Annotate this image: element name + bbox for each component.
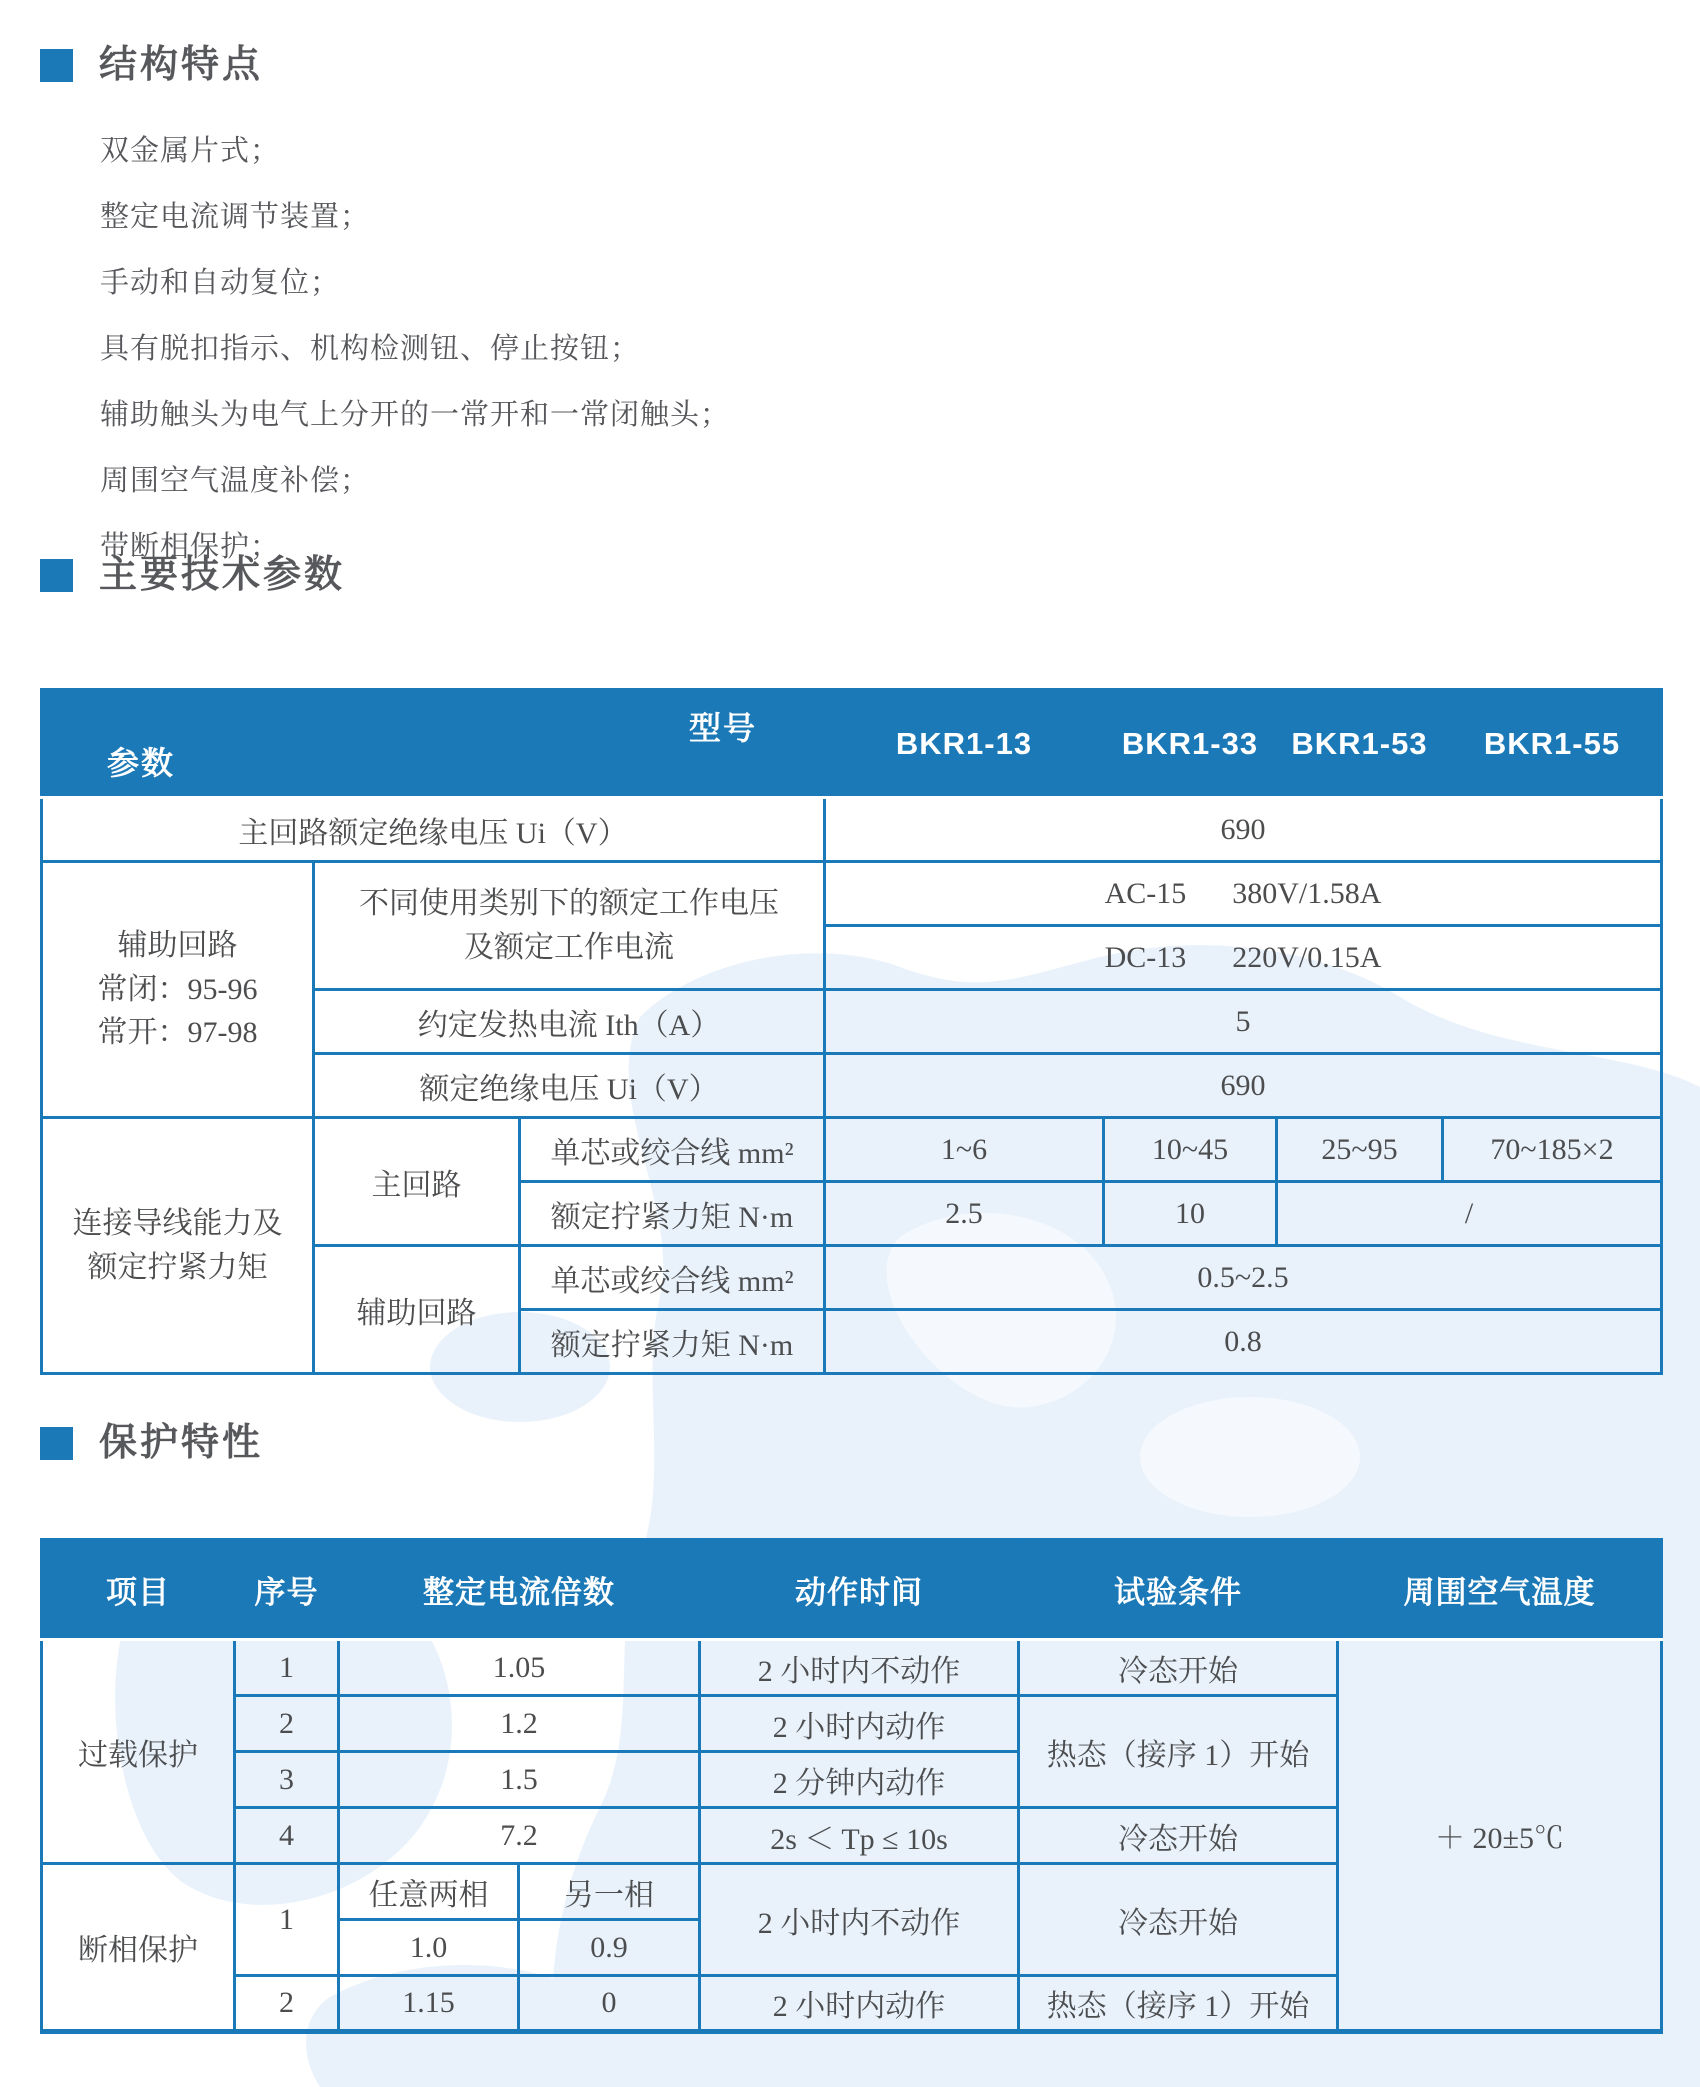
table-header-row [42, 1540, 1662, 1640]
model-column-header: BKR1-13 [825, 690, 1104, 798]
diag-label-param: 参数 [107, 745, 176, 781]
main-circuit-label-cell: 主回路 [314, 1118, 520, 1246]
feature-item: 带断相保护； [100, 531, 281, 563]
ac-value: 380V/1.58A [1232, 876, 1382, 910]
heading-square-icon [40, 559, 73, 592]
aux-circuit-group-cell [42, 862, 314, 1118]
diag-label-model: 型号 [688, 710, 757, 746]
no-cell: 2 [235, 1976, 339, 2032]
condition-cell: 冷态开始 [1019, 1864, 1338, 1976]
tech-params-table [40, 688, 1663, 1375]
condition-cell: 冷态开始 [1019, 1808, 1338, 1864]
wire-group-label-line: 额定拧紧力矩 [87, 1250, 268, 1284]
time-cell: 2 小时内动作 [700, 1696, 1019, 1752]
feature-list [100, 118, 730, 580]
other-phase-value-cell: 0.9 [519, 1920, 700, 1976]
section-heading-features [40, 46, 263, 84]
column-header-multiple: 整定电流倍数 [339, 1540, 700, 1640]
table-row [42, 862, 1662, 926]
aux-circuit-label-cell: 辅助回路 [314, 1246, 520, 1374]
no-cell: 1 [235, 1864, 339, 1976]
ac-class: AC-15 [1104, 876, 1187, 910]
sub-header-other-phase: 另一相 [519, 1864, 700, 1920]
table-row [42, 798, 1662, 862]
usage-label-line: 不同使用类别下的额定工作电压 [359, 887, 779, 920]
wire-group-label-line: 连接导线能力及 [72, 1207, 283, 1240]
no-cell: 1 [235, 1640, 339, 1696]
usage-category-label-cell [314, 862, 825, 990]
feature-item: 具有脱扣指示、机构检测钮、停止按钮； [100, 333, 641, 365]
column-header-item: 项目 [42, 1540, 235, 1640]
main-torque-value-cell: / [1277, 1182, 1662, 1246]
no-cell: 2 [235, 1696, 339, 1752]
time-cell: 2 小时内不动作 [700, 1640, 1019, 1696]
heading-square-icon [40, 1427, 73, 1460]
main-torque-value-cell: 2.5 [825, 1182, 1104, 1246]
aux-label-line: 常开：97-98 [97, 1016, 258, 1050]
section-title: 保护特性 [99, 1422, 264, 1464]
ac-rating-cell [825, 862, 1662, 926]
dc-rating-cell [825, 926, 1662, 990]
heading-square-icon [40, 49, 73, 82]
time-cell: 2 分钟内动作 [700, 1752, 1019, 1808]
time-cell: 2s ＜ Tp ≤ 10s [700, 1808, 1019, 1864]
section-heading-protection [40, 1424, 263, 1462]
model-column-header: BKR1-53 [1277, 690, 1443, 798]
aux-wire-value-cell: 0.5~2.5 [825, 1246, 1662, 1310]
usage-label-line: 及额定工作电流 [464, 930, 674, 964]
multiple-cell: 1.5 [339, 1752, 700, 1808]
torque-label-cell: 额定拧紧力矩 N·m [520, 1182, 825, 1246]
column-header-ambient: 周围空气温度 [1338, 1540, 1662, 1640]
multiple-cell: 7.2 [339, 1808, 700, 1864]
wire-capacity-group-cell [42, 1118, 314, 1374]
table-row [42, 1640, 1662, 1696]
time-cell: 2 小时内不动作 [700, 1864, 1019, 1976]
section-heading-tech-params [40, 556, 345, 594]
condition-cell: 热态（接序 1）开始 [1019, 1696, 1338, 1808]
column-header-condition: 试验条件 [1019, 1540, 1338, 1640]
feature-item: 辅助触头为电气上分开的一常开和一常闭触头； [100, 399, 731, 431]
feature-item: 手动和自动复位； [100, 267, 341, 299]
feature-item: 周围空气温度补偿； [100, 465, 371, 497]
diagonal-header-cell [42, 690, 825, 798]
param-label-cell: 主回路额定绝缘电压 Ui（V） [42, 798, 825, 862]
multiple-cell: 1.05 [339, 1640, 700, 1696]
torque-label-cell: 额定拧紧力矩 N·m [520, 1310, 825, 1374]
protection-table [40, 1538, 1663, 2034]
dc-value: 220V/0.15A [1232, 940, 1382, 974]
multiple-cell: 1.2 [339, 1696, 700, 1752]
section-title: 主要技术参数 [99, 554, 346, 596]
model-column-header: BKR1-33 [1104, 690, 1277, 798]
aux-ui-label-cell: 额定绝缘电压 Ui（V） [314, 1054, 825, 1118]
aux-label-line: 常闭：95-96 [97, 972, 258, 1006]
model-column-header: BKR1-55 [1443, 690, 1662, 798]
overload-group-cell: 过载保护 [42, 1640, 235, 1864]
main-torque-value-cell: 10 [1104, 1182, 1277, 1246]
wire-type-label-cell: 单芯或绞合线 mm² [520, 1246, 825, 1310]
main-wire-value-cell: 1~6 [825, 1118, 1104, 1182]
table-header-row [42, 690, 1662, 798]
aux-torque-value-cell: 0.8 [825, 1310, 1662, 1374]
column-header-no: 序号 [235, 1540, 339, 1640]
dc-class: DC-13 [1104, 940, 1187, 974]
condition-cell: 冷态开始 [1019, 1640, 1338, 1696]
main-wire-value-cell: 70~185×2 [1443, 1118, 1662, 1182]
no-cell: 3 [235, 1752, 339, 1808]
ambient-temp-cell: ＋ 20±5℃ [1338, 1640, 1662, 2032]
sub-header-two-phase: 任意两相 [339, 1864, 519, 1920]
phase-failure-group-cell: 断相保护 [42, 1864, 235, 2032]
table-row [42, 1118, 1662, 1182]
section-title: 结构特点 [99, 44, 264, 86]
feature-item: 整定电流调节装置； [100, 201, 371, 233]
time-cell: 2 小时内动作 [700, 1976, 1019, 2032]
aux-ui-value-cell: 690 [825, 1054, 1662, 1118]
column-header-time: 动作时间 [700, 1540, 1019, 1640]
condition-cell: 热态（接序 1）开始 [1019, 1976, 1338, 2032]
main-wire-value-cell: 10~45 [1104, 1118, 1277, 1182]
two-phase-value-cell: 1.15 [339, 1976, 519, 2032]
aux-label-line: 辅助回路 [117, 929, 238, 963]
other-phase-value-cell: 0 [519, 1976, 700, 2032]
feature-item: 双金属片式； [100, 135, 281, 167]
no-cell: 4 [235, 1808, 339, 1864]
param-value-cell: 690 [825, 798, 1662, 862]
two-phase-value-cell: 1.0 [339, 1920, 519, 1976]
wire-type-label-cell: 单芯或绞合线 mm² [520, 1118, 825, 1182]
main-wire-value-cell: 25~95 [1277, 1118, 1443, 1182]
ith-label-cell: 约定发热电流 Ith（A） [314, 990, 825, 1054]
ith-value-cell: 5 [825, 990, 1662, 1054]
